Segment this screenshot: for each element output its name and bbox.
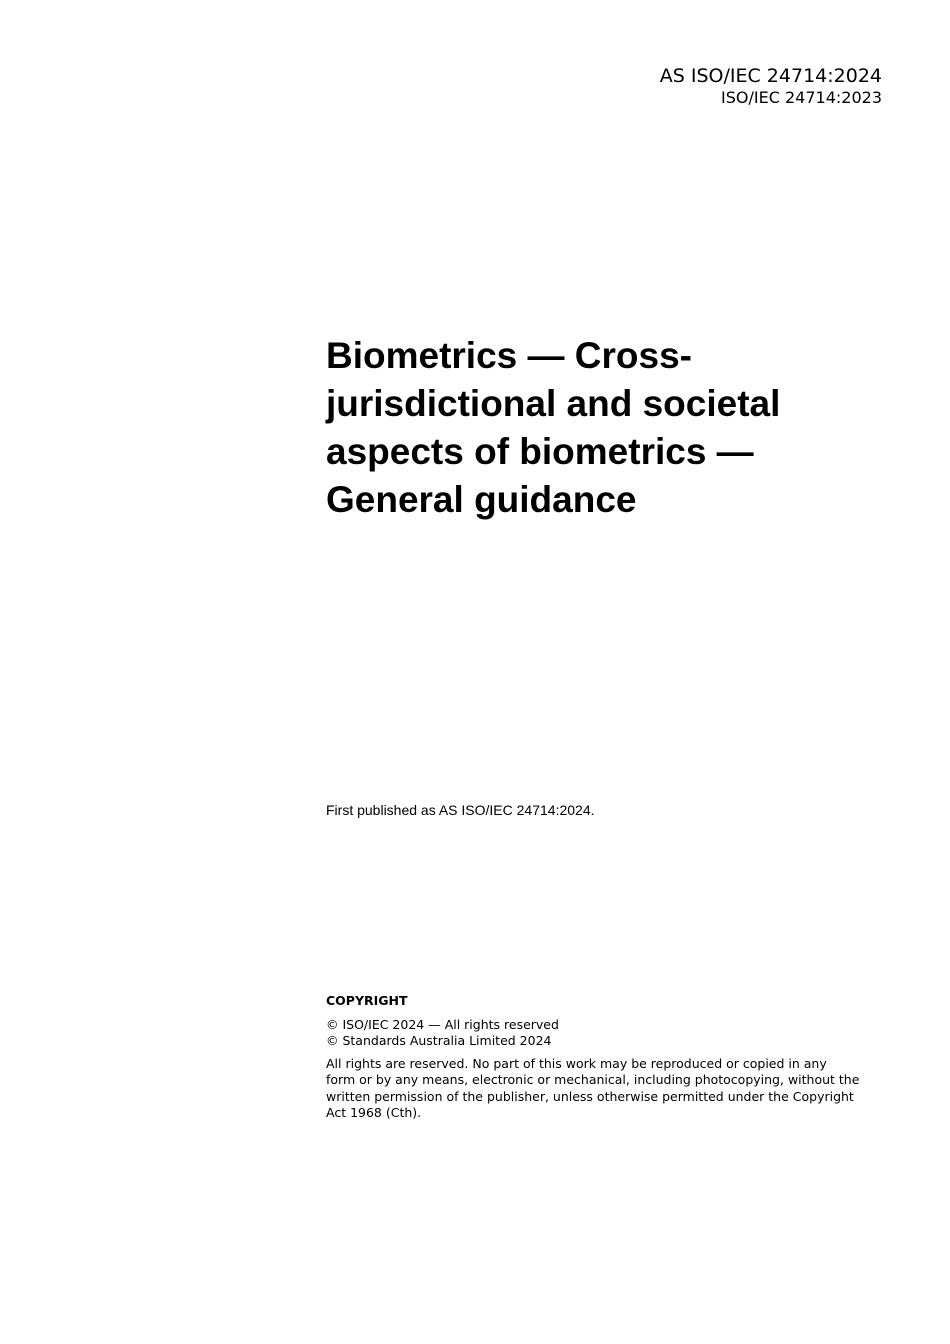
- title-line: General guidance: [326, 479, 637, 520]
- standard-designation: [660, 64, 882, 108]
- rights-line: written permission of the publisher, unless otherwise permitted under the Copyright: [326, 1088, 854, 1104]
- title-line: Biometrics — Cross-: [326, 335, 692, 376]
- rights-line: Act 1968 (Cth).: [326, 1105, 422, 1120]
- designation-primary: AS ISO/IEC 24714:2024: [659, 65, 882, 87]
- copyright-block: [326, 993, 860, 1122]
- copyright-heading: COPYRIGHT: [326, 993, 408, 1008]
- document-title: [326, 332, 846, 524]
- rights-line: form or by any means, electronic or mechanical, including photocopying, without the: [326, 1072, 860, 1087]
- rights-statement: [326, 1055, 860, 1122]
- designation-secondary: ISO/IEC 24714:2023: [721, 88, 882, 107]
- copyright-notice-sa: © Standards Australia Limited 2024: [326, 1033, 552, 1048]
- title-line: jurisdictional and societal: [326, 383, 781, 424]
- rights-line: All rights are reserved. No part of this work may be reproduced or copied in any: [326, 1055, 827, 1071]
- copyright-notice-iso: © ISO/IEC 2024 — All rights reserved: [326, 1016, 559, 1032]
- first-published-note: First published as AS ISO/IEC 24714:2024.: [326, 802, 595, 818]
- title-line: aspects of biometrics —: [326, 431, 754, 472]
